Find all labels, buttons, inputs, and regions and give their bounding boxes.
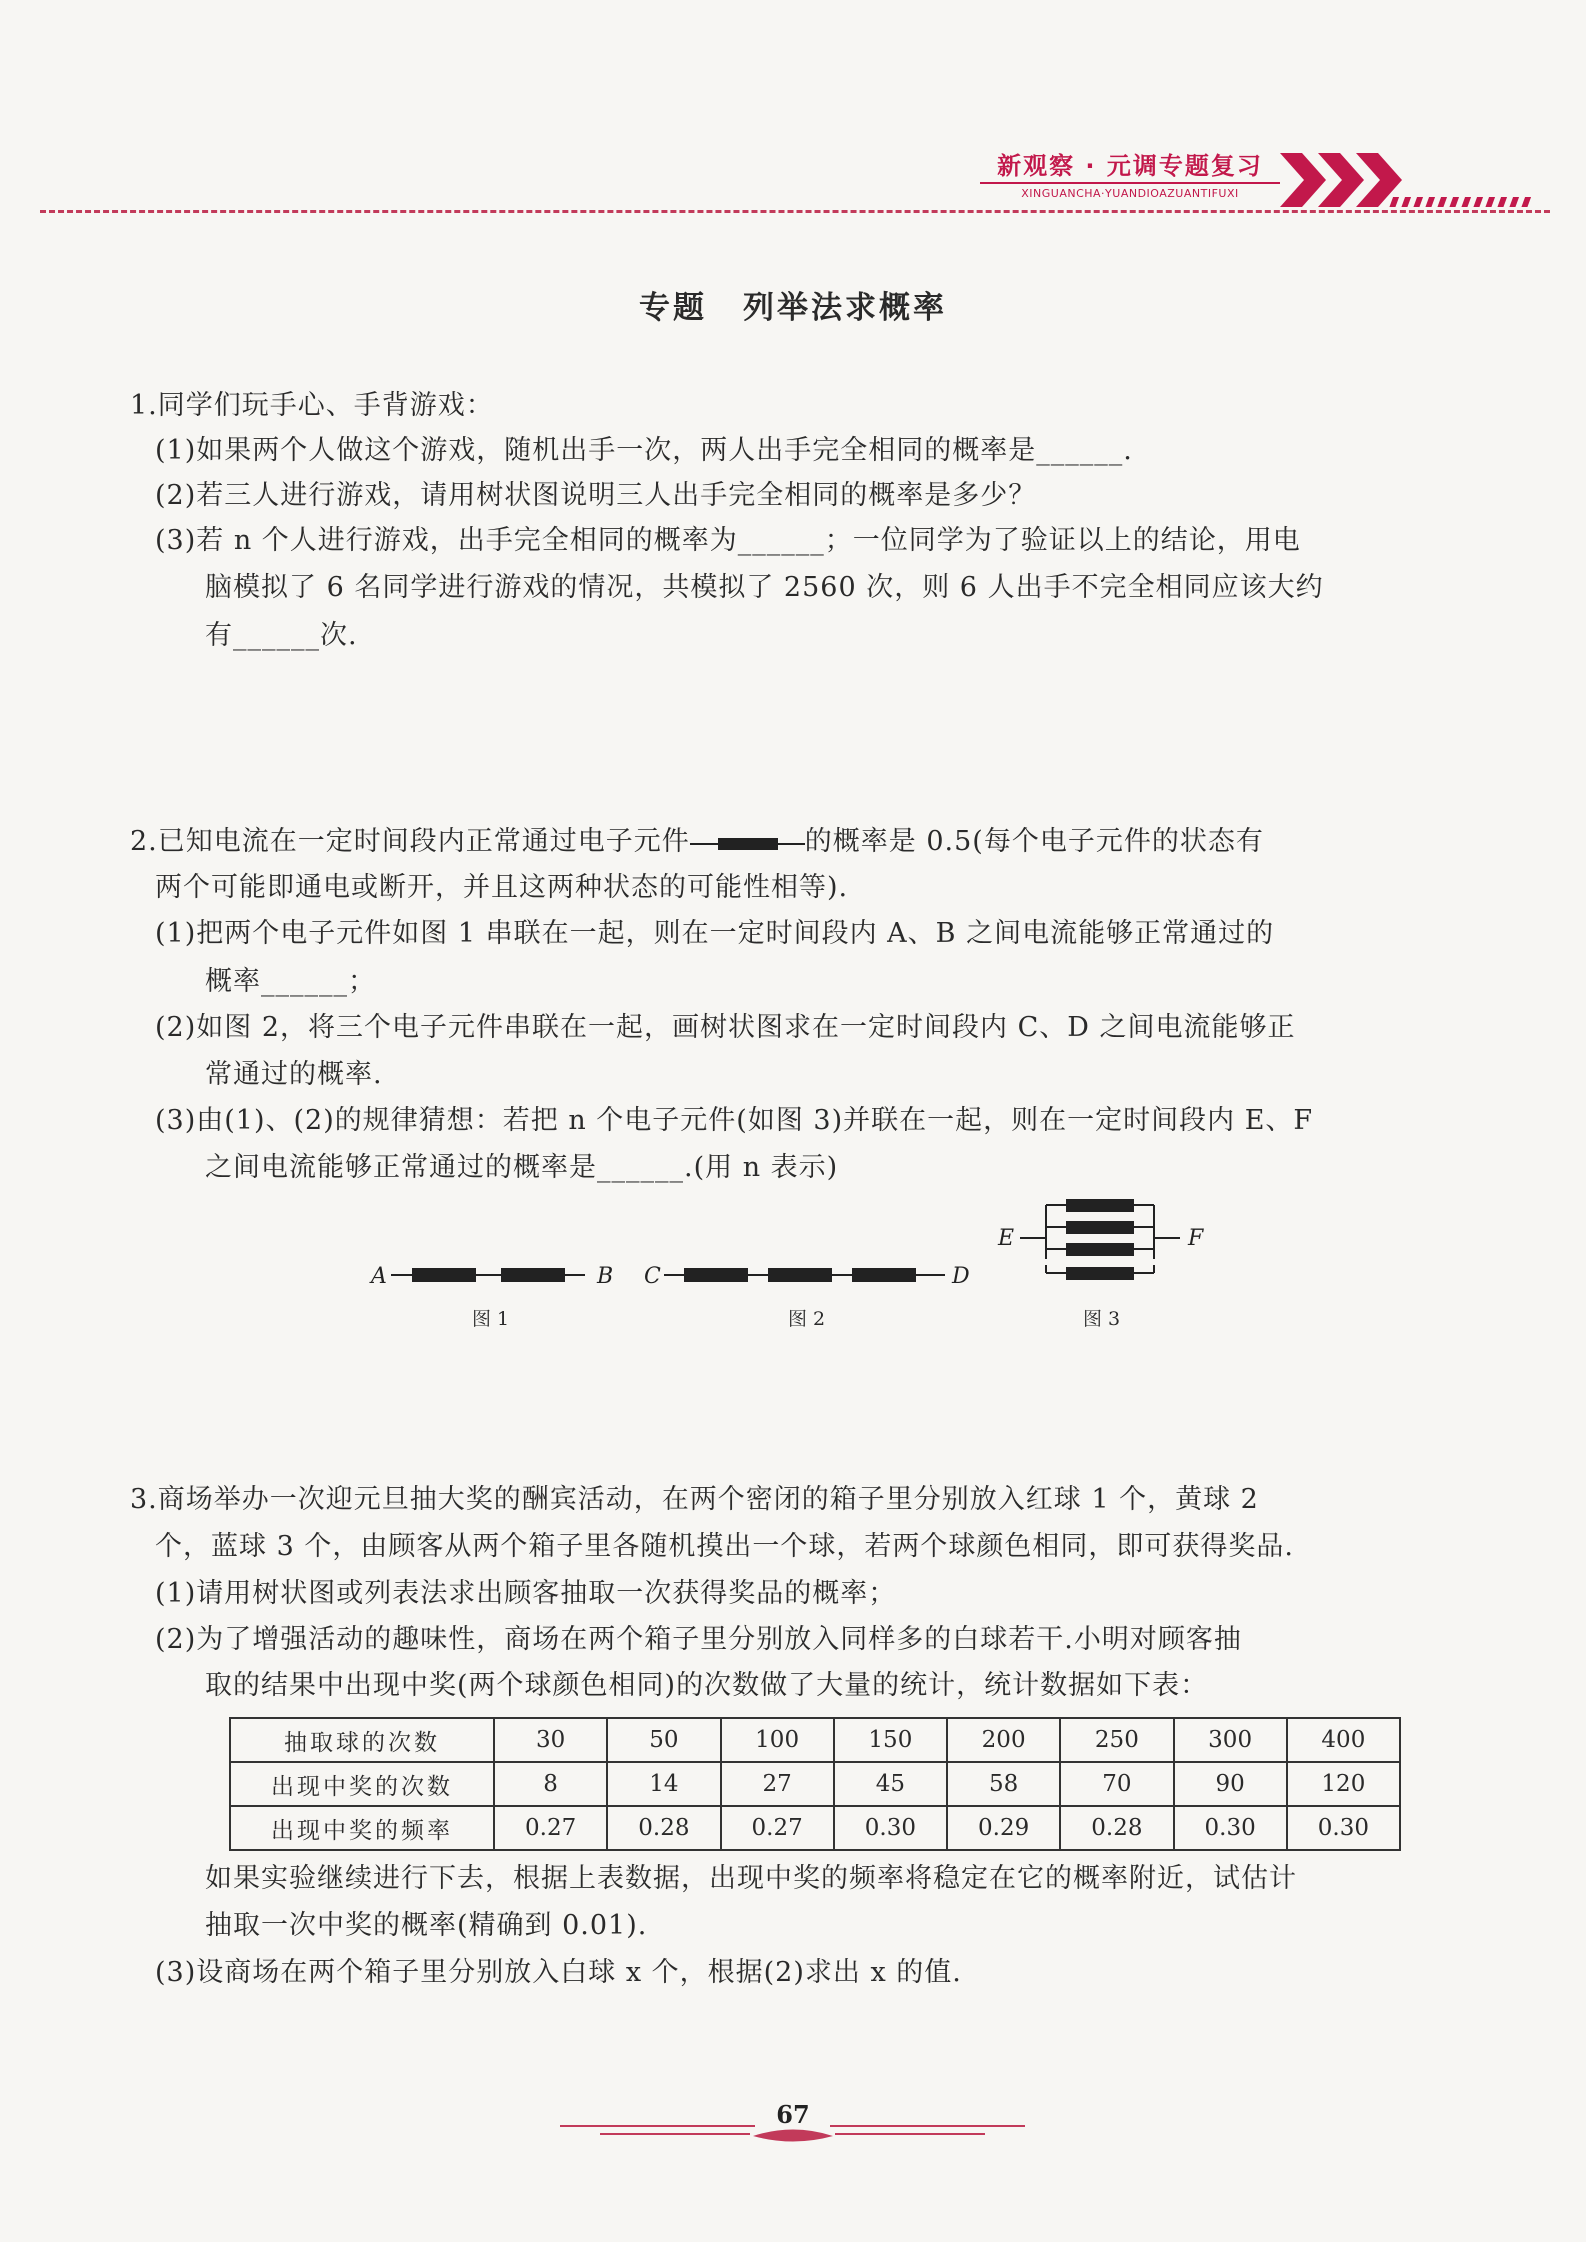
draws-cell: 200: [947, 1718, 1060, 1762]
frequency-cell: 0.28: [1060, 1806, 1173, 1850]
row-label-frequency: 出现中奖的频率: [230, 1806, 494, 1850]
fig3-element-3: [1066, 1243, 1134, 1256]
wins-cell: 70: [1060, 1762, 1173, 1806]
q3-part2-line2: 取的结果中出现中奖(两个球颜色相同)的次数做了大量的统计，统计数据如下表：: [205, 1670, 1209, 1701]
wins-cell: 8: [494, 1762, 607, 1806]
q2-part1-line1: (1)把两个电子元件如图 1 串联在一起，则在一定时间段内 A、B 之间电流能够正常通过的: [155, 918, 1275, 949]
fig3-label-f: F: [1188, 1226, 1204, 1251]
draws-cell: 50: [607, 1718, 720, 1762]
q2-part2-line1: (2)如图 2，将三个电子元件串联在一起，画树状图求在一定时间段内 C、D 之间电流能够正: [155, 1012, 1296, 1043]
page-title-topic: 专题: [639, 290, 707, 326]
wins-cell: 120: [1287, 1762, 1400, 1806]
draws-cell: 30: [494, 1718, 607, 1762]
footer-rule-right-2: [835, 2133, 985, 2135]
q3-stem-line1: 3.商场举办一次迎元旦抽大奖的酬宾活动，在两个密闭的箱子里分别放入红球 1 个，黄球 2: [130, 1484, 1259, 1515]
fig3-element-n: [1066, 1267, 1134, 1280]
wins-cell: 14: [607, 1762, 720, 1806]
statistics-table: [229, 1717, 1401, 1851]
q1-part2: (2)若三人进行游戏，请用树状图说明三人出手完全相同的概率是多少？: [155, 480, 1037, 511]
fig2-element-3: [852, 1268, 916, 1282]
footer-rule-right: [830, 2125, 1025, 2127]
table-row: [230, 1806, 1400, 1850]
footer-rule-left: [560, 2125, 755, 2127]
series-title: 新观察 · 元调专题复习: [997, 152, 1263, 180]
row-label-wins: 出现中奖的次数: [230, 1762, 494, 1806]
resistor-icon: [690, 830, 805, 854]
header-divider: [40, 210, 1550, 213]
frequency-cell: 0.30: [1174, 1806, 1287, 1850]
frequency-cell: 0.27: [494, 1806, 607, 1850]
fig2-element-2: [768, 1268, 832, 1282]
table-row: [230, 1718, 1400, 1762]
frequency-cell: 0.29: [947, 1806, 1060, 1850]
series-banner: [980, 150, 1280, 208]
wins-cell: 58: [947, 1762, 1060, 1806]
figure-1-series-circuit: [365, 1255, 625, 1295]
q2-part1-line2: 概率______；: [205, 966, 376, 997]
draws-cell: 250: [1060, 1718, 1173, 1762]
q3-part3: (3)设商场在两个箱子里分别放入白球 x 个，根据(2)求出 x 的值.: [155, 1957, 962, 1988]
fig1-label-a: A: [371, 1264, 387, 1289]
q2-stem-line2: 两个可能即通电或断开，并且这两种状态的可能性相等).: [155, 872, 849, 903]
leaf-ornament-icon: [748, 2127, 838, 2145]
q3-after-line1: 如果实验继续进行下去，根据上表数据，出现中奖的频率将稳定在它的概率附近，试估计: [205, 1863, 1297, 1894]
fig1-element-1: [412, 1268, 476, 1282]
fig3-element-1: [1066, 1199, 1134, 1212]
figure-2-series-circuit: [640, 1255, 980, 1295]
fig1-element-2: [501, 1268, 565, 1282]
fig3-element-2: [1066, 1221, 1134, 1234]
q3-stem-line2: 个，蓝球 3 个，由顾客从两个箱子里各随机摸出一个球，若两个球颜色相同，即可获得奖品.: [155, 1531, 1294, 1562]
q1-part1: (1)如果两个人做这个游戏，随机出手一次，两人出手完全相同的概率是______.: [155, 435, 1133, 466]
wins-cell: 27: [721, 1762, 834, 1806]
page-title-main: 列举法求概率: [743, 290, 947, 326]
q1-stem: 1.同学们玩手心、手背游戏：: [130, 390, 494, 421]
chevron-arrows-icon: [1280, 145, 1560, 215]
fig2-element-1: [684, 1268, 748, 1282]
q3-part1: (1)请用树状图或列表法求出顾客抽取一次获得奖品的概率；: [155, 1578, 897, 1609]
frequency-cell: 0.30: [834, 1806, 947, 1850]
draws-cell: 300: [1174, 1718, 1287, 1762]
q2-part2-line2: 常通过的概率.: [205, 1059, 383, 1090]
q3-after-line2: 抽取一次中奖的概率(精确到 0.01).: [205, 1910, 648, 1941]
frequency-cell: 0.27: [721, 1806, 834, 1850]
wins-cell: 90: [1174, 1762, 1287, 1806]
fig2-label-d: D: [952, 1264, 970, 1289]
q2-stem-a: 2.已知电流在一定时间段内正常通过电子元件: [130, 826, 690, 857]
q1-part3-line1: (3)若 n 个人进行游戏，出手完全相同的概率为______；一位同学为了验证以上的结论，用电: [155, 525, 1301, 556]
q1-part3-line3: 有______次.: [205, 620, 358, 651]
fig1-label-b: B: [597, 1264, 614, 1289]
figure-1-caption: 图 1: [472, 1308, 510, 1330]
page-number: 67: [776, 2100, 810, 2129]
q2-stem-b: 的概率是 0.5(每个电子元件的状态有: [804, 826, 1264, 857]
q1-part3-line2: 脑模拟了 6 名同学进行游戏的情况，共模拟了 2560 次，则 6 人出手不完全相同应该大约: [205, 572, 1324, 603]
fig3-label-e: E: [998, 1226, 1015, 1251]
figure-2-caption: 图 2: [788, 1308, 826, 1330]
frequency-cell: 0.30: [1287, 1806, 1400, 1850]
page-title: [0, 282, 1586, 327]
draws-cell: 400: [1287, 1718, 1400, 1762]
fig2-label-c: C: [644, 1264, 661, 1289]
figure-3-caption: 图 3: [1083, 1308, 1121, 1330]
draws-cell: 100: [721, 1718, 834, 1762]
series-subtitle: XINGUANCHA·YUANDIOAZUANTIFUXI: [980, 182, 1280, 204]
footer-rule-left-2: [600, 2133, 750, 2135]
draws-cell: 150: [834, 1718, 947, 1762]
q2-part3-line2: 之间电流能够正常通过的概率是______.(用 n 表示): [205, 1152, 839, 1183]
q2-stem-line1: [130, 826, 1264, 858]
q3-part2-line1: (2)为了增强活动的趣味性，商场在两个箱子里分别放入同样多的白球若干.小明对顾客抽: [155, 1624, 1242, 1655]
q2-part3-line1: (3)由(1)、(2)的规律猜想：若把 n 个电子元件(如图 3)并联在一起，则在一定时间段内 E、F: [155, 1105, 1314, 1136]
table-row: [230, 1762, 1400, 1806]
wins-cell: 45: [834, 1762, 947, 1806]
frequency-cell: 0.28: [607, 1806, 720, 1850]
figure-3-parallel-circuit: [990, 1185, 1220, 1295]
row-label-draws: 抽取球的次数: [230, 1718, 494, 1762]
